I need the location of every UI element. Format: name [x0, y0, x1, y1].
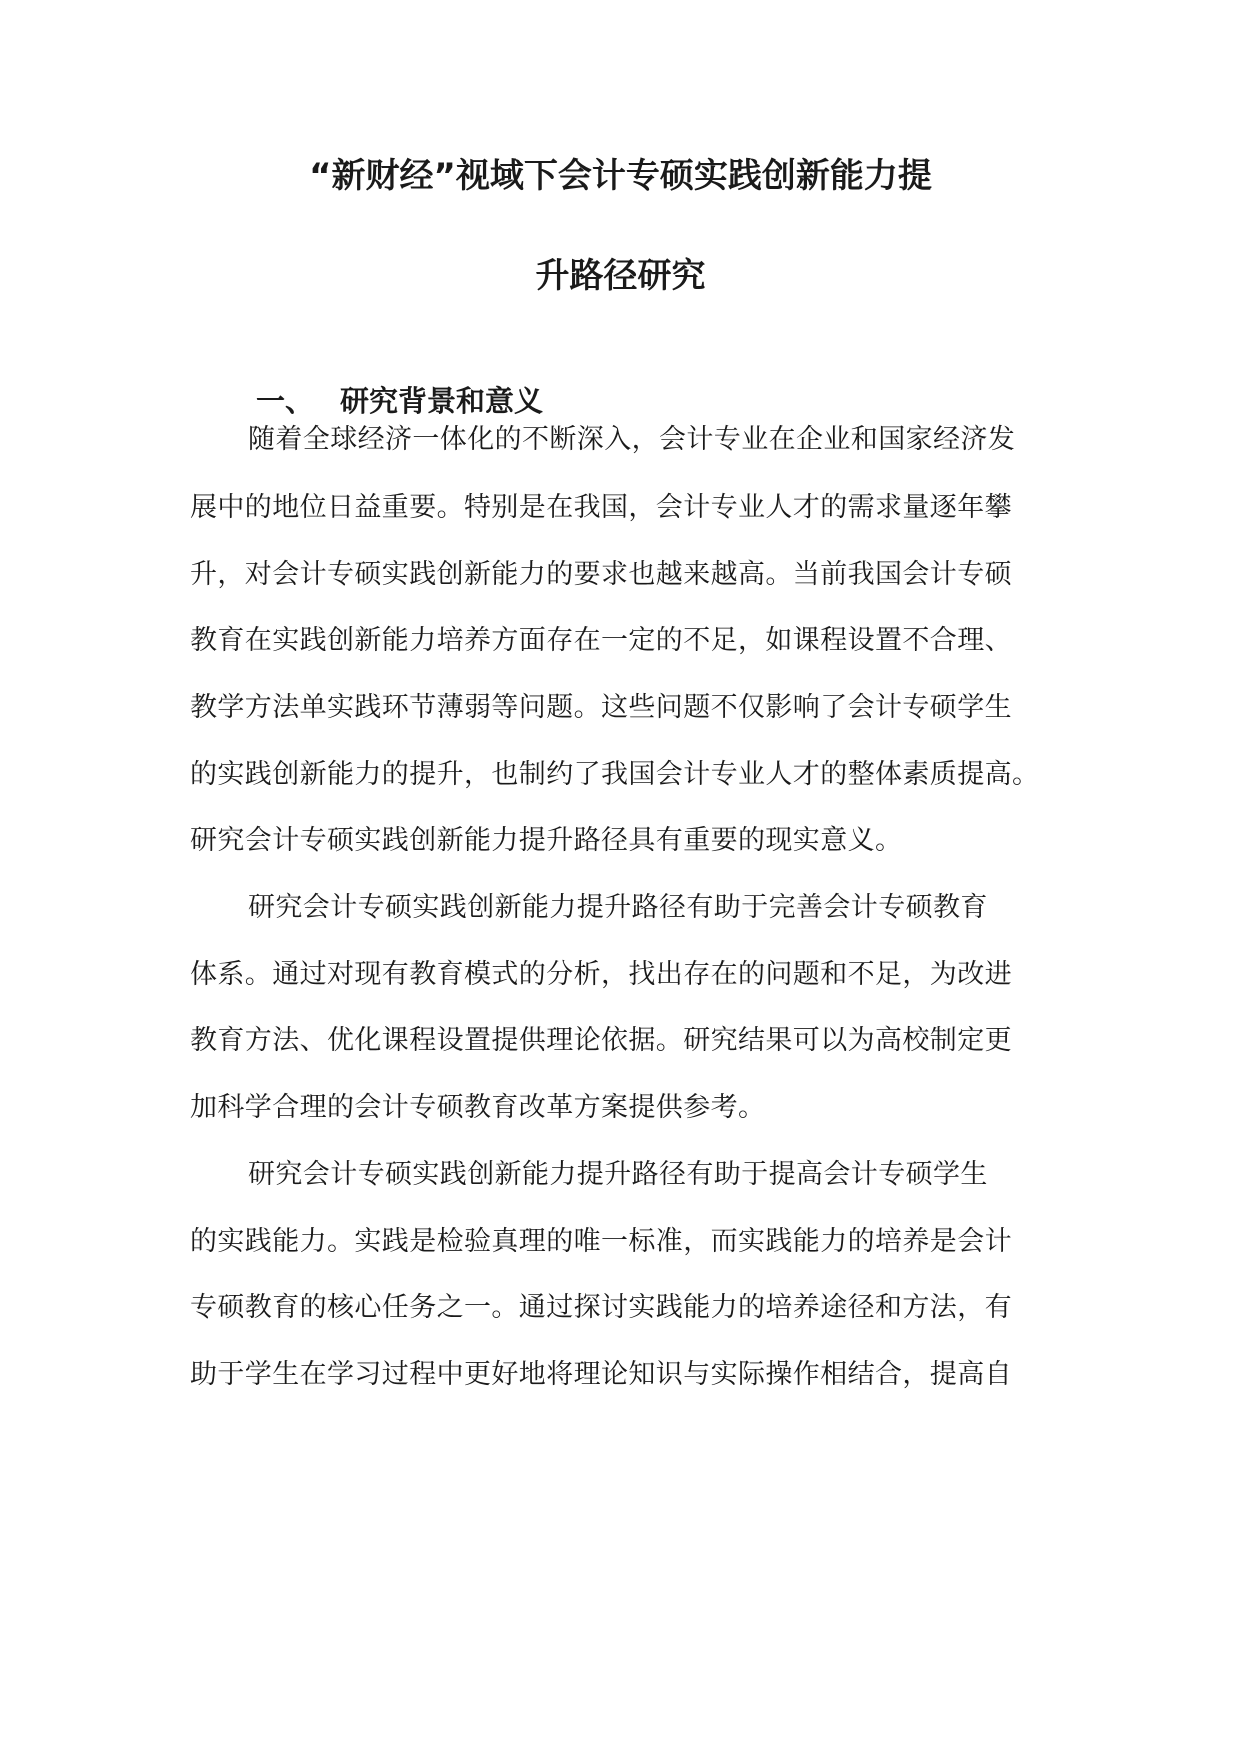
paragraph-line: 加科学合理的会计专硕教育改革方案提供参考。 — [190, 1092, 766, 1123]
paragraph-line: 的实践创新能力的提升，也制约了我国会计专业人才的整体素质提高。 — [190, 759, 1040, 790]
section-heading-text: 研究背景和意义 — [340, 384, 544, 418]
paragraph-line: 教学方法单实践环节薄弱等问题。这些问题不仅影响了会计专硕学生 — [190, 692, 1012, 723]
section-number: 一、 — [256, 384, 315, 418]
paragraph-line: 教育在实践创新能力培养方面存在一定的不足，如课程设置不合理、 — [190, 625, 1012, 656]
paragraph-line: 升，对会计专硕实践创新能力的要求也越来越高。当前我国会计专硕 — [190, 559, 1012, 590]
paragraph-line: 研究会计专硕实践创新能力提升路径有助于提高会计专硕学生 — [248, 1159, 988, 1190]
paragraph-line: 体系。通过对现有教育模式的分析，找出存在的问题和不足，为改进 — [190, 959, 1012, 990]
paragraph-line: 随着全球经济一体化的不断深入，会计专业在企业和国家经济发 — [248, 424, 1016, 455]
paragraph-line: 专硕教育的核心任务之一。通过探讨实践能力的培养途径和方法，有 — [190, 1292, 1012, 1323]
paragraph-line: 研究会计专硕实践创新能力提升路径具有重要的现实意义。 — [190, 825, 903, 856]
paragraph-line: 助于学生在学习过程中更好地将理论知识与实际操作相结合，提高自 — [190, 1359, 1012, 1390]
paragraph-line: 研究会计专硕实践创新能力提升路径有助于完善会计专硕教育 — [248, 892, 988, 923]
paragraph-line: 教育方法、优化课程设置提供理论依据。研究结果可以为高校制定更 — [190, 1025, 1012, 1056]
paragraph-line: 的实践能力。实践是检验真理的唯一标准，而实践能力的培养是会计 — [190, 1226, 1012, 1257]
section-heading — [256, 381, 543, 421]
document-title-line-2: 升路径研究 — [535, 256, 706, 296]
document-title-line-1: “新财经”视域下会计专硕实践创新能力提 — [309, 156, 932, 196]
paragraph-line: 展中的地位日益重要。特别是在我国，会计专业人才的需求量逐年攀 — [190, 492, 1012, 523]
